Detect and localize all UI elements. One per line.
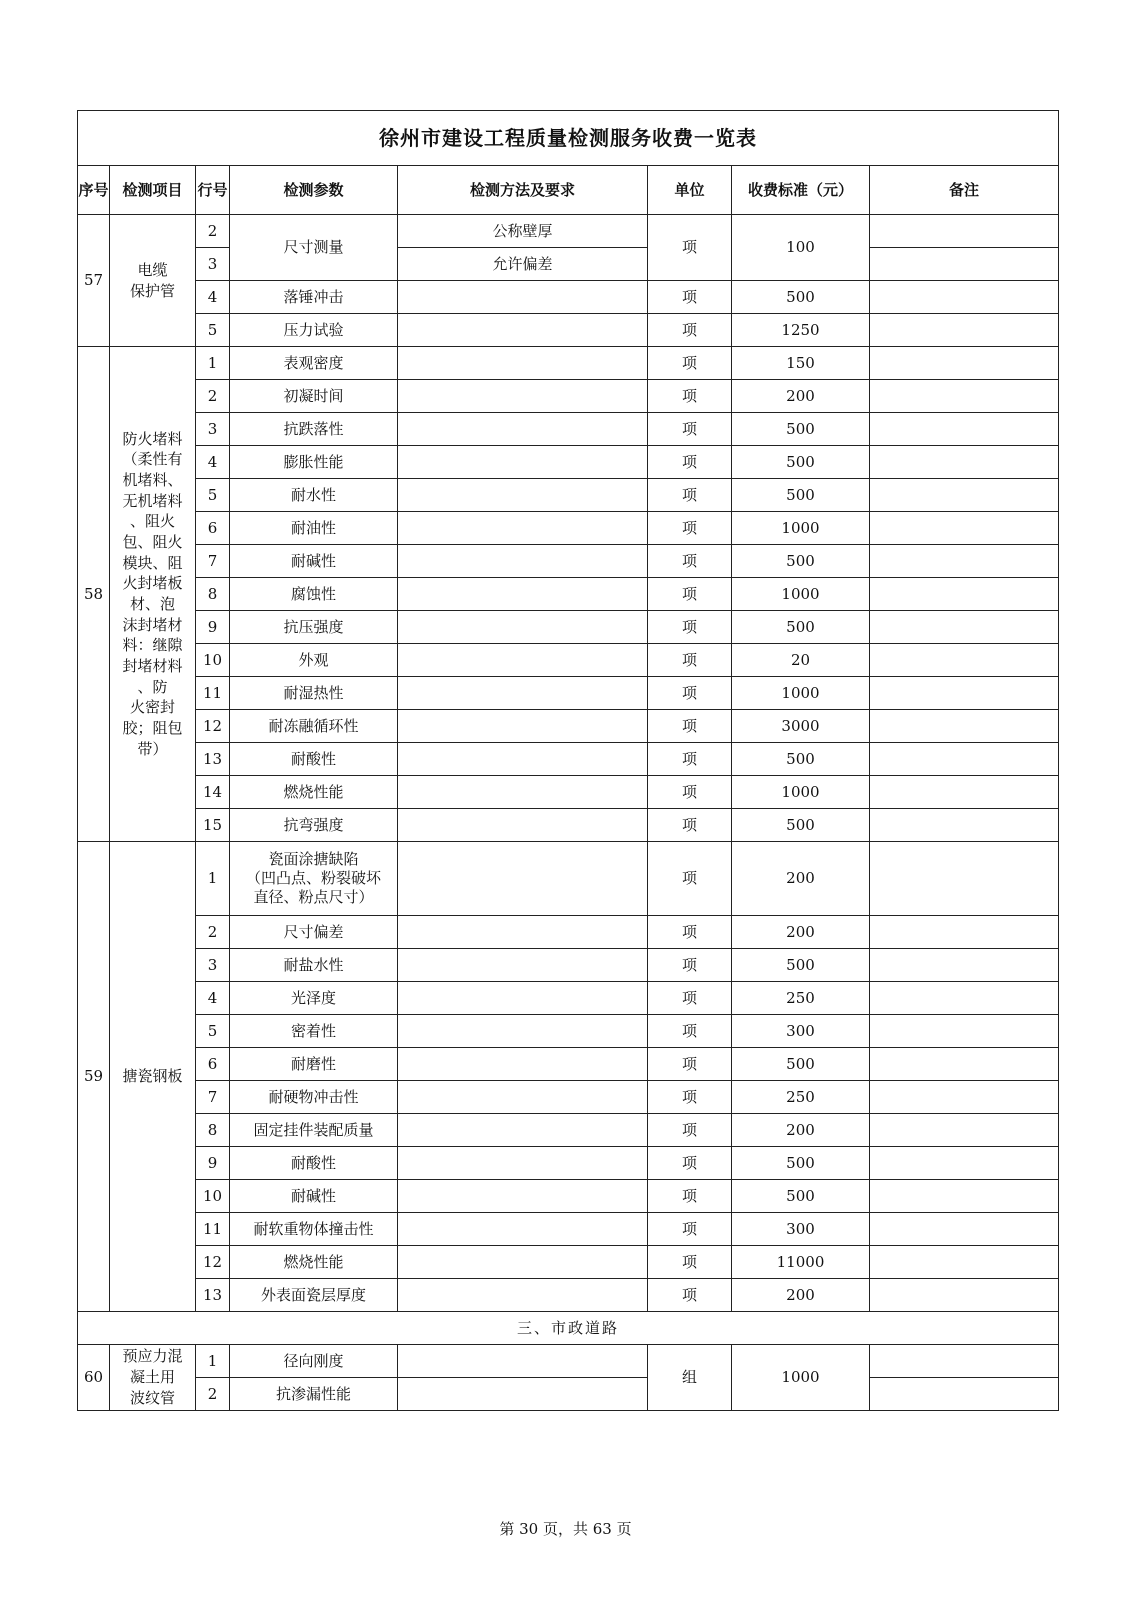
- row-number: 7: [196, 545, 230, 578]
- row-number: 4: [196, 446, 230, 479]
- row-number: 12: [196, 710, 230, 743]
- param-cell: 抗跌落性: [230, 413, 398, 446]
- method-cell: [398, 479, 648, 512]
- table-row: [78, 916, 1059, 949]
- remark-cell: [870, 710, 1059, 743]
- fee-cell: 11000: [732, 1246, 870, 1279]
- param-cell: 表观密度: [230, 347, 398, 380]
- remark-cell: [870, 512, 1059, 545]
- row-number: 15: [196, 809, 230, 842]
- table-row: [78, 1279, 1059, 1312]
- unit-cell: 项: [648, 1048, 732, 1081]
- header-item: 检测项目: [110, 166, 196, 215]
- fee-cell: 1000: [732, 677, 870, 710]
- fee-cell: 200: [732, 916, 870, 949]
- param-cell: 耐水性: [230, 479, 398, 512]
- method-cell: [398, 314, 648, 347]
- remark-cell: [870, 1246, 1059, 1279]
- remark-cell: [870, 347, 1059, 380]
- remark-cell: [870, 743, 1059, 776]
- method-cell: [398, 1147, 648, 1180]
- unit-cell: 项: [648, 982, 732, 1015]
- method-cell: [398, 809, 648, 842]
- table-row: [78, 347, 1059, 380]
- param-cell: 径向刚度: [230, 1345, 398, 1378]
- param-cell: 耐软重物体撞击性: [230, 1213, 398, 1246]
- remark-cell: [870, 1114, 1059, 1147]
- fee-cell: 500: [732, 281, 870, 314]
- method-cell: [398, 545, 648, 578]
- remark-cell: [870, 809, 1059, 842]
- param-cell: 光泽度: [230, 982, 398, 1015]
- fee-cell: 250: [732, 1081, 870, 1114]
- unit-cell: 项: [648, 611, 732, 644]
- table-row: [78, 1114, 1059, 1147]
- item-text: 搪瓷钢板: [122, 1067, 183, 1086]
- method-cell: [398, 1015, 648, 1048]
- remark-cell: [870, 1279, 1059, 1312]
- param-cell: 耐碱性: [230, 1180, 398, 1213]
- method-cell: [398, 1345, 648, 1378]
- remark-cell: [870, 842, 1059, 916]
- seq-cell: 58: [78, 347, 110, 842]
- table-row: [78, 611, 1059, 644]
- table-row: [78, 281, 1059, 314]
- unit-cell: 项: [648, 1114, 732, 1147]
- row-number: 11: [196, 677, 230, 710]
- table-row: [78, 842, 1059, 916]
- table-row: [78, 545, 1059, 578]
- item-text: 防火堵料 （柔性有 机堵料、 无机堵料 、阻火 包、阻火 模块、阻 火封堵板 材、泡 沫封堵材 料：继隙 封堵材料 、防 火密封 胶；阻包 带）: [122, 429, 183, 758]
- table-row: [78, 677, 1059, 710]
- unit-cell: 项: [648, 347, 732, 380]
- seq-cell: 59: [78, 842, 110, 1312]
- item-text: 电缆 保护管: [129, 260, 175, 300]
- header-method: 检测方法及要求: [398, 166, 648, 215]
- row-number: 7: [196, 1081, 230, 1114]
- table-row: [78, 809, 1059, 842]
- remark-cell: [870, 1213, 1059, 1246]
- row-number: 9: [196, 611, 230, 644]
- remark-cell: [870, 545, 1059, 578]
- unit-cell: 项: [648, 1015, 732, 1048]
- param-cell: 抗弯强度: [230, 809, 398, 842]
- remark-cell: [870, 1147, 1059, 1180]
- seq-cell: 57: [78, 215, 110, 347]
- param-cell: 落锤冲击: [230, 281, 398, 314]
- table-row: [78, 1213, 1059, 1246]
- fee-cell: 200: [732, 1279, 870, 1312]
- unit-cell: 项: [648, 314, 732, 347]
- unit-cell: 项: [648, 710, 732, 743]
- header-row-number: 行号: [196, 166, 230, 215]
- method-cell: [398, 1114, 648, 1147]
- remark-cell: [870, 578, 1059, 611]
- remark-cell: [870, 215, 1059, 248]
- table-row: [78, 578, 1059, 611]
- unit-cell: 项: [648, 644, 732, 677]
- table-row: [78, 743, 1059, 776]
- header-param: 检测参数: [230, 166, 398, 215]
- row-number: 9: [196, 1147, 230, 1180]
- param-cell: 初凝时间: [230, 380, 398, 413]
- param-cell: 瓷面涂搪缺陷 （凹凸点、粉裂破坏 直径、粉点尺寸）: [230, 842, 398, 916]
- row-number: 8: [196, 578, 230, 611]
- fee-cell: 200: [732, 842, 870, 916]
- method-cell: [398, 1180, 648, 1213]
- table-row: [78, 512, 1059, 545]
- header-seq: 序号: [78, 166, 110, 215]
- remark-cell: [870, 1048, 1059, 1081]
- unit-cell: 项: [648, 809, 732, 842]
- seq-cell: 60: [78, 1345, 110, 1411]
- fee-cell: 3000: [732, 710, 870, 743]
- fee-cell: 500: [732, 1180, 870, 1213]
- row-number: 11: [196, 1213, 230, 1246]
- param-cell: 密着性: [230, 1015, 398, 1048]
- param-cell: 耐酸性: [230, 1147, 398, 1180]
- param-cell: 抗压强度: [230, 611, 398, 644]
- fee-cell: 200: [732, 380, 870, 413]
- unit-cell: 项: [648, 949, 732, 982]
- row-number: 1: [196, 842, 230, 916]
- item-cell: [110, 842, 196, 1312]
- remark-cell: [870, 1015, 1059, 1048]
- row-number: 10: [196, 1180, 230, 1213]
- method-cell: [398, 347, 648, 380]
- table-row: [78, 413, 1059, 446]
- row-number: 2: [196, 1378, 230, 1411]
- row-number: 13: [196, 1279, 230, 1312]
- row-number: 3: [196, 413, 230, 446]
- table-row: [78, 1081, 1059, 1114]
- remark-cell: [870, 677, 1059, 710]
- page-footer: 第 30 页，共 63 页: [499, 1520, 632, 1538]
- unit-cell: 项: [648, 380, 732, 413]
- row-number: 1: [196, 347, 230, 380]
- fee-cell: 500: [732, 545, 870, 578]
- row-number: 5: [196, 479, 230, 512]
- unit-cell: 项: [648, 677, 732, 710]
- method-cell: [398, 1048, 648, 1081]
- row-number: 8: [196, 1114, 230, 1147]
- table-row: [78, 1180, 1059, 1213]
- method-cell: [398, 710, 648, 743]
- fee-cell: 1000: [732, 1345, 870, 1411]
- row-number: 1: [196, 1345, 230, 1378]
- param-cell: 尺寸偏差: [230, 916, 398, 949]
- unit-cell: 项: [648, 1213, 732, 1246]
- table-row: [78, 446, 1059, 479]
- param-cell: 耐冻融循环性: [230, 710, 398, 743]
- table-row: [78, 314, 1059, 347]
- unit-cell: 项: [648, 281, 732, 314]
- method-cell: [398, 1246, 648, 1279]
- table-row: [78, 1015, 1059, 1048]
- remark-cell: [870, 281, 1059, 314]
- remark-cell: [870, 982, 1059, 1015]
- remark-cell: [870, 1345, 1059, 1378]
- section-row: [78, 1312, 1059, 1345]
- method-cell: [398, 1378, 648, 1411]
- remark-cell: [870, 314, 1059, 347]
- param-cell: 腐蚀性: [230, 578, 398, 611]
- dynamic-rows: [78, 347, 1059, 1312]
- remark-cell: [870, 479, 1059, 512]
- remark-cell: [870, 644, 1059, 677]
- method-cell: [398, 949, 648, 982]
- row-number: 5: [196, 1015, 230, 1048]
- unit-cell: 项: [648, 1246, 732, 1279]
- unit-cell: 项: [648, 842, 732, 916]
- param-cell: 耐硬物冲击性: [230, 1081, 398, 1114]
- remark-cell: [870, 413, 1059, 446]
- header-fee: 收费标准（元）: [732, 166, 870, 215]
- method-cell: [398, 1213, 648, 1246]
- row-number: 4: [196, 281, 230, 314]
- param-cell: 耐碱性: [230, 545, 398, 578]
- param-cell: 耐磨性: [230, 1048, 398, 1081]
- row-number: 3: [196, 248, 230, 281]
- method-cell: [398, 916, 648, 949]
- unit-cell: 项: [648, 1147, 732, 1180]
- row-number: 3: [196, 949, 230, 982]
- section-title: 三、市政道路: [78, 1312, 1059, 1345]
- param-cell: 压力试验: [230, 314, 398, 347]
- param-cell: 膨胀性能: [230, 446, 398, 479]
- fee-cell: 1000: [732, 776, 870, 809]
- table-row: [78, 776, 1059, 809]
- param-cell: 燃烧性能: [230, 776, 398, 809]
- method-cell: [398, 512, 648, 545]
- table-row: [78, 710, 1059, 743]
- remark-cell: [870, 1378, 1059, 1411]
- remark-cell: [870, 1081, 1059, 1114]
- unit-cell: 项: [648, 512, 732, 545]
- row-number: 4: [196, 982, 230, 1015]
- row-number: 13: [196, 743, 230, 776]
- param-cell: 尺寸测量: [230, 215, 398, 281]
- method-cell: [398, 982, 648, 1015]
- method-cell: [398, 281, 648, 314]
- header-row: [78, 166, 1059, 215]
- remark-cell: [870, 611, 1059, 644]
- fee-cell: 20: [732, 644, 870, 677]
- fee-cell: 500: [732, 949, 870, 982]
- fee-cell: 300: [732, 1213, 870, 1246]
- unit-cell: 组: [648, 1345, 732, 1411]
- fee-table: [77, 110, 1059, 1411]
- unit-cell: 项: [648, 479, 732, 512]
- fee-cell: 150: [732, 347, 870, 380]
- item-text: 预应力混 凝土用 波纹管: [122, 1347, 183, 1407]
- table-row: [78, 949, 1059, 982]
- table-row: [78, 1048, 1059, 1081]
- fee-cell: 1000: [732, 512, 870, 545]
- unit-cell: 项: [648, 743, 732, 776]
- remark-cell: [870, 949, 1059, 982]
- remark-cell: [870, 1180, 1059, 1213]
- method-cell: [398, 776, 648, 809]
- method-cell: [398, 611, 648, 644]
- param-cell: 燃烧性能: [230, 1246, 398, 1279]
- method-cell: [398, 644, 648, 677]
- remark-cell: [870, 380, 1059, 413]
- row-number: 6: [196, 1048, 230, 1081]
- header-remark: 备注: [870, 166, 1059, 215]
- row-number: 12: [196, 1246, 230, 1279]
- table-row: [78, 215, 1059, 248]
- fee-cell: 500: [732, 809, 870, 842]
- param-cell: 外观: [230, 644, 398, 677]
- method-cell: [398, 1081, 648, 1114]
- fee-cell: 500: [732, 611, 870, 644]
- table-row: [78, 248, 1059, 281]
- method-cell: [398, 677, 648, 710]
- method-cell: [398, 842, 648, 916]
- table-row: [78, 644, 1059, 677]
- fee-cell: 500: [732, 1048, 870, 1081]
- table-title: 徐州市建设工程质量检测服务收费一览表: [78, 111, 1059, 166]
- unit-cell: 项: [648, 916, 732, 949]
- table-row: [78, 479, 1059, 512]
- unit-cell: 项: [648, 215, 732, 281]
- method-cell: [398, 1279, 648, 1312]
- fee-cell: 1250: [732, 314, 870, 347]
- fee-cell: 500: [732, 743, 870, 776]
- method-cell: [398, 380, 648, 413]
- param-cell: 抗渗漏性能: [230, 1378, 398, 1411]
- fee-cell: 300: [732, 1015, 870, 1048]
- fee-cell: 1000: [732, 578, 870, 611]
- item-cell: [110, 215, 196, 347]
- unit-cell: 项: [648, 1279, 732, 1312]
- row-number: 2: [196, 215, 230, 248]
- param-cell: 耐湿热性: [230, 677, 398, 710]
- fee-cell: 100: [732, 215, 870, 281]
- row-number: 6: [196, 512, 230, 545]
- table-row: [78, 1147, 1059, 1180]
- param-cell: 耐油性: [230, 512, 398, 545]
- unit-cell: 项: [648, 545, 732, 578]
- table-row: [78, 1246, 1059, 1279]
- unit-cell: 项: [648, 1081, 732, 1114]
- row-number: 14: [196, 776, 230, 809]
- remark-cell: [870, 248, 1059, 281]
- header-unit: 单位: [648, 166, 732, 215]
- method-cell: 允许偏差: [398, 248, 648, 281]
- fee-cell: 500: [732, 413, 870, 446]
- row-number: 5: [196, 314, 230, 347]
- param-cell: 耐酸性: [230, 743, 398, 776]
- method-cell: 公称壁厚: [398, 215, 648, 248]
- row-number: 2: [196, 380, 230, 413]
- fee-cell: 200: [732, 1114, 870, 1147]
- unit-cell: 项: [648, 578, 732, 611]
- fee-cell: 500: [732, 479, 870, 512]
- remark-cell: [870, 916, 1059, 949]
- row-number: 10: [196, 644, 230, 677]
- method-cell: [398, 413, 648, 446]
- unit-cell: 项: [648, 776, 732, 809]
- method-cell: [398, 743, 648, 776]
- fee-cell: 250: [732, 982, 870, 1015]
- method-cell: [398, 578, 648, 611]
- item-cell: [110, 347, 196, 842]
- unit-cell: 项: [648, 413, 732, 446]
- table-row: [78, 982, 1059, 1015]
- unit-cell: 项: [648, 1180, 732, 1213]
- table-row: [78, 380, 1059, 413]
- remark-cell: [870, 446, 1059, 479]
- row-number: 2: [196, 916, 230, 949]
- fee-cell: 500: [732, 1147, 870, 1180]
- table-row: [78, 1378, 1059, 1411]
- item-cell: [110, 1345, 196, 1411]
- param-cell: 外表面瓷层厚度: [230, 1279, 398, 1312]
- unit-cell: 项: [648, 446, 732, 479]
- fee-cell: 500: [732, 446, 870, 479]
- remark-cell: [870, 776, 1059, 809]
- table-row: [78, 1345, 1059, 1378]
- param-cell: 固定挂件装配质量: [230, 1114, 398, 1147]
- param-cell: 耐盐水性: [230, 949, 398, 982]
- method-cell: [398, 446, 648, 479]
